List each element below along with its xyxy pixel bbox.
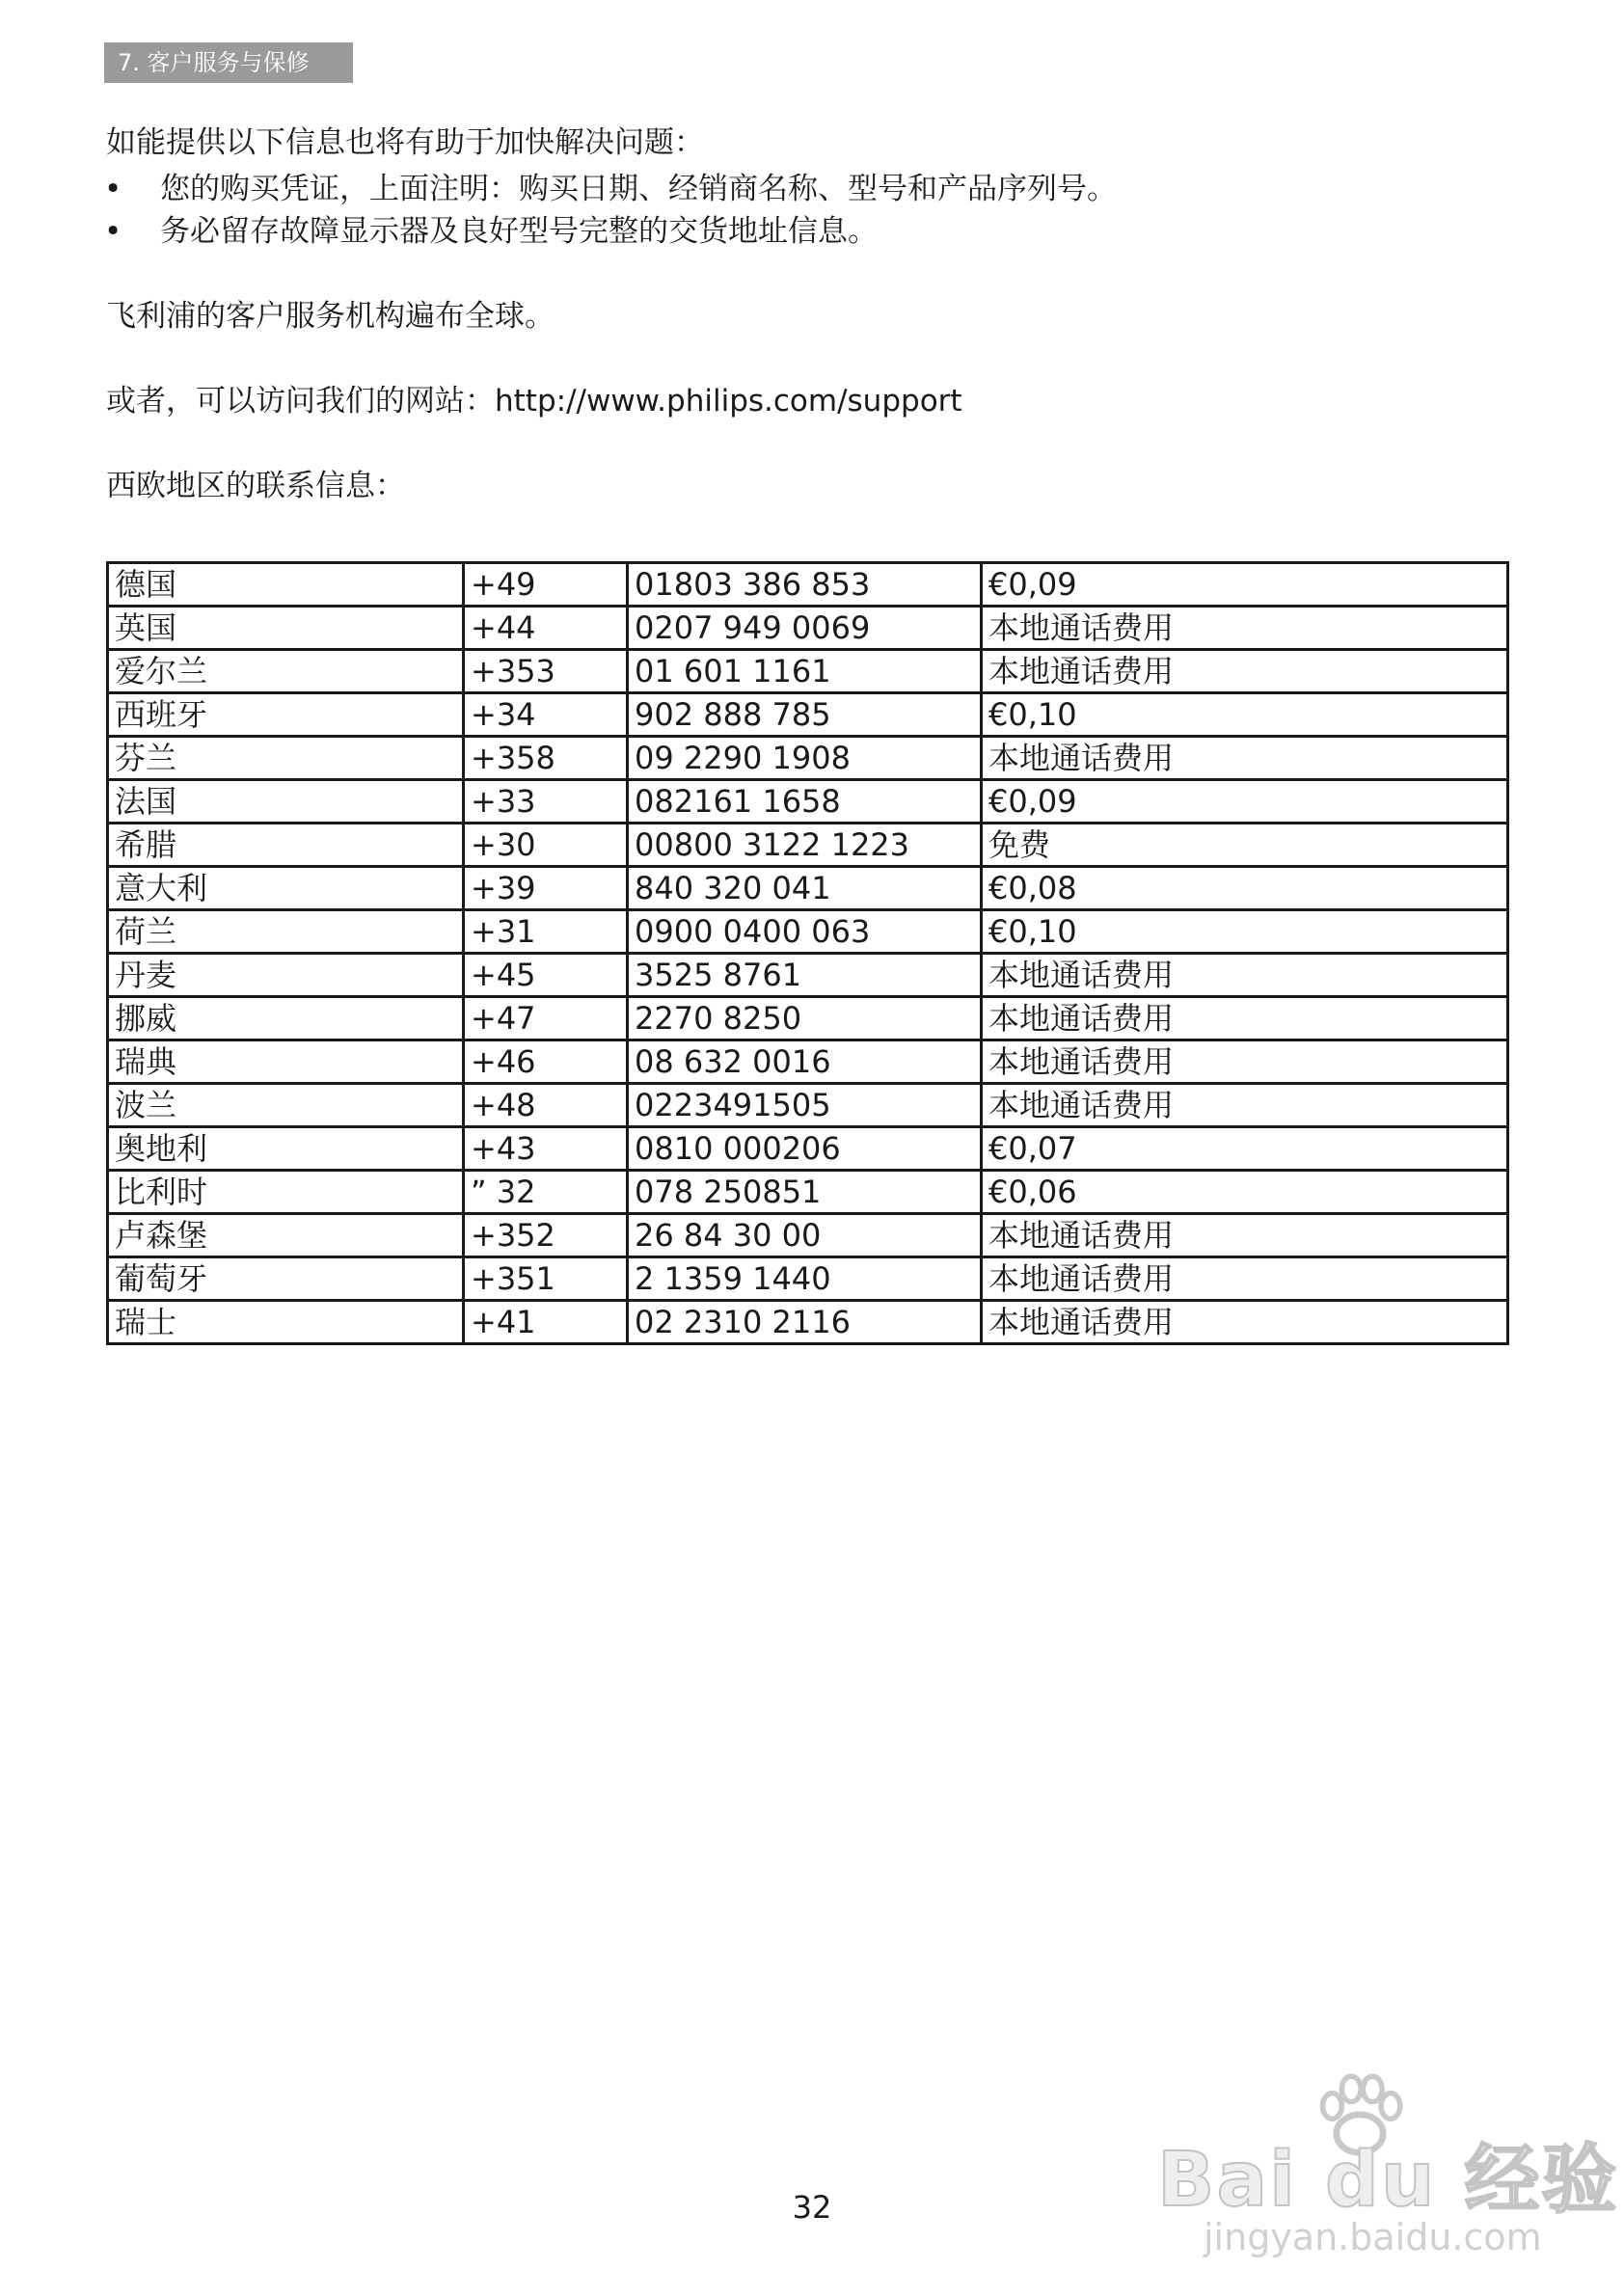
page-number: 32	[792, 2189, 832, 2226]
cell-code: +46	[464, 1040, 628, 1084]
table-row	[108, 1084, 1508, 1127]
cell-phone: 01803 386 853	[628, 563, 982, 607]
table-heading: 西欧地区的联系信息：	[106, 469, 405, 503]
cell-code: +45	[464, 954, 628, 997]
cell-country: 奥地利	[108, 1127, 464, 1171]
cell-code: +47	[464, 997, 628, 1040]
table-row	[108, 1301, 1508, 1344]
cell-phone: 00800 3122 1223	[628, 824, 982, 867]
cell-code: +33	[464, 780, 628, 824]
cell-fee: €0,10	[982, 910, 1508, 954]
cell-fee: €0,08	[982, 867, 1508, 910]
table-row	[108, 693, 1508, 737]
cell-phone: 09 2290 1908	[628, 737, 982, 780]
cell-fee: 本地通话费用	[982, 954, 1508, 997]
cell-fee: 本地通话费用	[982, 997, 1508, 1040]
section-label: 7. 客户服务与保修	[104, 42, 353, 83]
cell-phone: 2 1359 1440	[628, 1257, 982, 1301]
cell-country: 西班牙	[108, 693, 464, 737]
cell-country: 挪威	[108, 997, 464, 1040]
cell-code: +31	[464, 910, 628, 954]
intro-lead: 如能提供以下信息也将有助于加快解决问题：	[106, 125, 704, 160]
cell-country: 德国	[108, 563, 464, 607]
cell-fee: €0,10	[982, 693, 1508, 737]
table-row	[108, 1127, 1508, 1171]
requirements-list	[104, 168, 1117, 253]
cell-fee: 本地通话费用	[982, 1084, 1508, 1127]
table-row	[108, 824, 1508, 867]
table-row	[108, 563, 1508, 607]
cell-country: 波兰	[108, 1084, 464, 1127]
cell-phone: 840 320 041	[628, 867, 982, 910]
list-item	[104, 168, 1117, 210]
list-item	[104, 210, 1117, 253]
cell-country: 比利时	[108, 1171, 464, 1214]
cell-fee: 免费	[982, 824, 1508, 867]
cell-phone: 078 250851	[628, 1171, 982, 1214]
table-row	[108, 1257, 1508, 1301]
cell-fee: €0,06	[982, 1171, 1508, 1214]
cell-fee: 本地通话费用	[982, 1257, 1508, 1301]
cell-country: 丹麦	[108, 954, 464, 997]
cell-code: +30	[464, 824, 628, 867]
cell-phone: 0207 949 0069	[628, 607, 982, 650]
bullet-text: 您的购买凭证，上面注明：购买日期、经销商名称、型号和产品序列号。	[160, 172, 1117, 206]
cell-country: 芬兰	[108, 737, 464, 780]
table-row	[108, 650, 1508, 693]
baidu-watermark	[1157, 2064, 1619, 2276]
cell-phone: 3525 8761	[628, 954, 982, 997]
watermark-url: jingyan.baidu.com	[1204, 2216, 1542, 2258]
service-note: 飞利浦的客户服务机构遍布全球。	[106, 299, 555, 334]
cell-country: 希腊	[108, 824, 464, 867]
cell-country: 葡萄牙	[108, 1257, 464, 1301]
watermark-logo-text: Bai du 经验	[1157, 2137, 1619, 2224]
cell-country: 瑞典	[108, 1040, 464, 1084]
contact-table-body	[108, 563, 1508, 1344]
cell-phone: 0223491505	[628, 1084, 982, 1127]
table-row	[108, 954, 1508, 997]
cell-country: 卢森堡	[108, 1214, 464, 1257]
cell-fee: €0,09	[982, 780, 1508, 824]
cell-country: 意大利	[108, 867, 464, 910]
table-row	[108, 1171, 1508, 1214]
cell-phone: 902 888 785	[628, 693, 982, 737]
cell-phone: 01 601 1161	[628, 650, 982, 693]
cell-phone: 2270 8250	[628, 997, 982, 1040]
cell-code: +49	[464, 563, 628, 607]
cell-code: +43	[464, 1127, 628, 1171]
table-row	[108, 780, 1508, 824]
website-line: 或者，可以访问我们的网站：http://www.philips.com/support	[106, 384, 962, 419]
cell-code: +44	[464, 607, 628, 650]
table-row	[108, 997, 1508, 1040]
table-row	[108, 737, 1508, 780]
cell-code: +48	[464, 1084, 628, 1127]
cell-code: +353	[464, 650, 628, 693]
cell-country: 瑞士	[108, 1301, 464, 1344]
cell-phone: 02 2310 2116	[628, 1301, 982, 1344]
table-row	[108, 607, 1508, 650]
table-row	[108, 910, 1508, 954]
cell-phone: 26 84 30 00	[628, 1214, 982, 1257]
cell-phone: 08 632 0016	[628, 1040, 982, 1084]
table-row	[108, 1040, 1508, 1084]
cell-country: 荷兰	[108, 910, 464, 954]
table-row	[108, 867, 1508, 910]
cell-fee: 本地通话费用	[982, 1301, 1508, 1344]
cell-code: ” 32	[464, 1171, 628, 1214]
cell-code: +39	[464, 867, 628, 910]
cell-code: +358	[464, 737, 628, 780]
table-row	[108, 1214, 1508, 1257]
cell-code: +351	[464, 1257, 628, 1301]
cell-fee: €0,09	[982, 563, 1508, 607]
cell-phone: 0900 0400 063	[628, 910, 982, 954]
bullet-marker: •	[104, 172, 122, 206]
cell-fee: 本地通话费用	[982, 1214, 1508, 1257]
contact-table	[106, 561, 1509, 1345]
bullet-marker: •	[104, 214, 122, 249]
cell-country: 法国	[108, 780, 464, 824]
cell-phone: 082161 1658	[628, 780, 982, 824]
cell-code: +34	[464, 693, 628, 737]
cell-code: +352	[464, 1214, 628, 1257]
cell-fee: €0,07	[982, 1127, 1508, 1171]
bullet-text: 务必留存故障显示器及良好型号完整的交货地址信息。	[160, 214, 878, 249]
cell-fee: 本地通话费用	[982, 1040, 1508, 1084]
cell-fee: 本地通话费用	[982, 607, 1508, 650]
cell-fee: 本地通话费用	[982, 650, 1508, 693]
cell-code: +41	[464, 1301, 628, 1344]
cell-phone: 0810 000206	[628, 1127, 982, 1171]
cell-country: 爱尔兰	[108, 650, 464, 693]
cell-country: 英国	[108, 607, 464, 650]
cell-fee: 本地通话费用	[982, 737, 1508, 780]
